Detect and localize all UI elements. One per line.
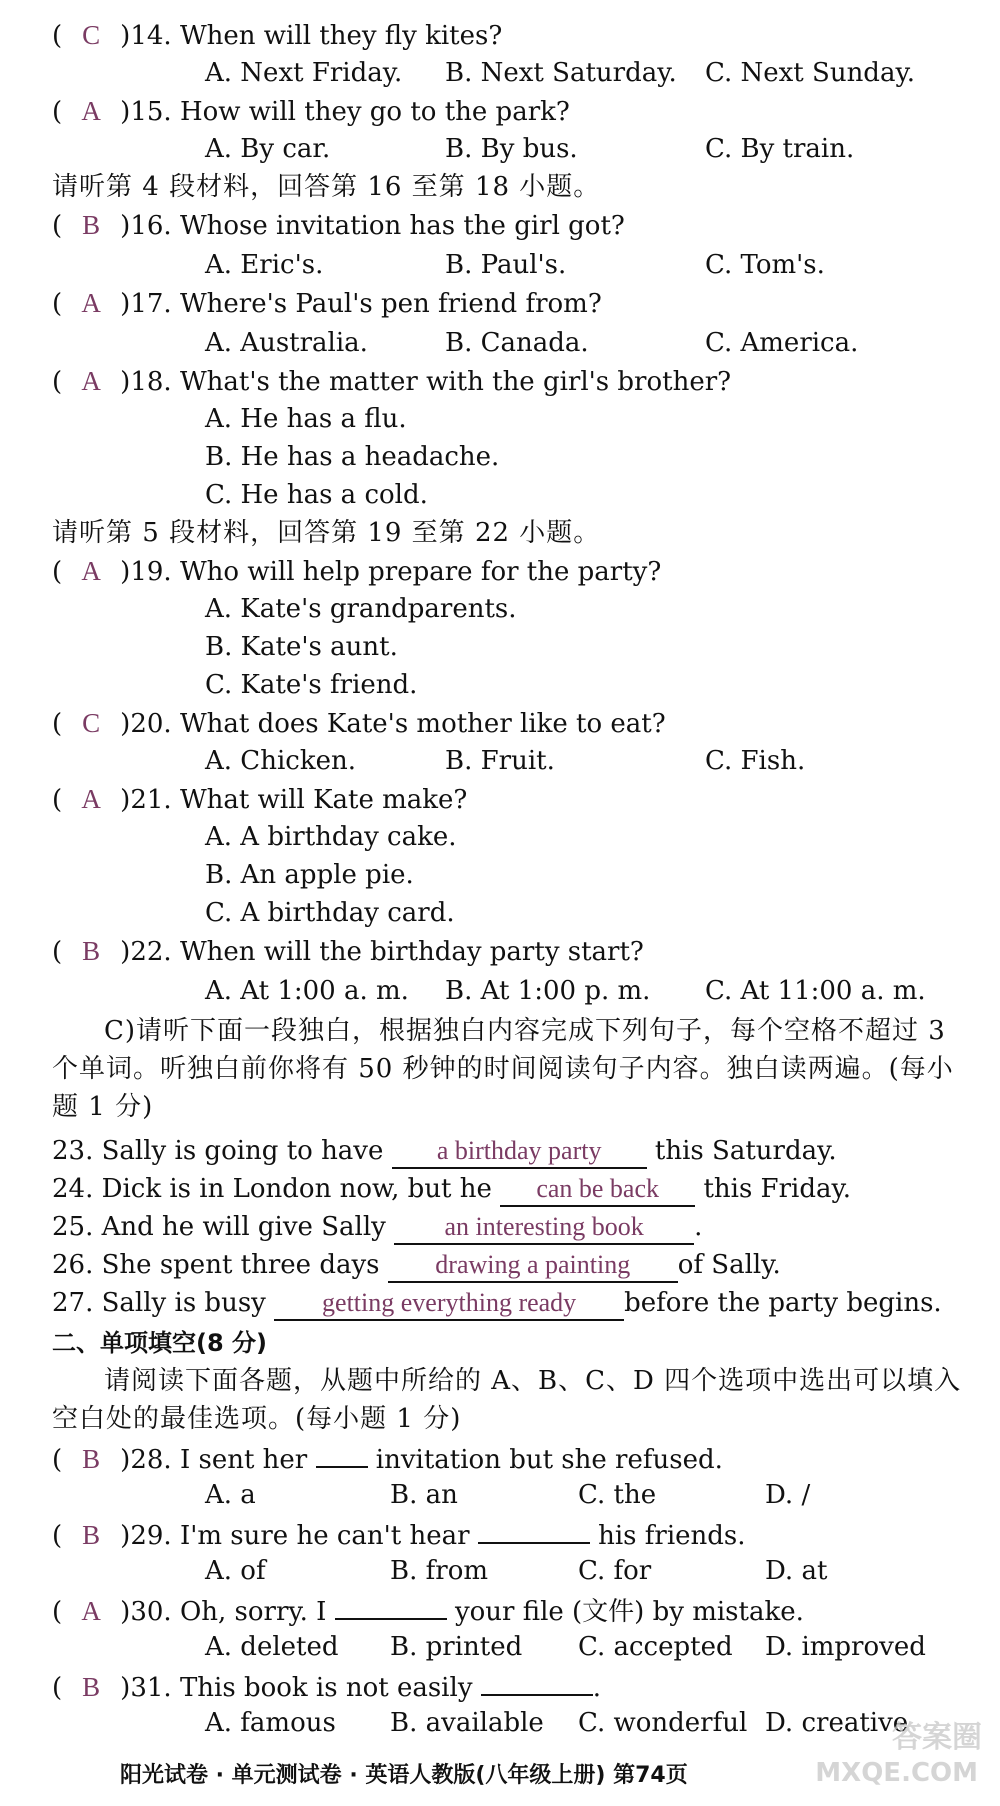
fill-27 xyxy=(52,1284,942,1322)
qnum: 20 xyxy=(130,709,164,739)
option-a: A. of xyxy=(205,1556,266,1586)
qnum: 14 xyxy=(130,21,164,51)
fill-23 xyxy=(52,1132,837,1170)
option-c: C. At 11:00 a. m. xyxy=(705,976,926,1006)
qnum: 22 xyxy=(130,937,164,967)
blank-line xyxy=(316,1438,368,1468)
answer-15: A xyxy=(81,96,101,126)
option-d: D. / xyxy=(765,1480,811,1510)
option-b: B. Canada. xyxy=(445,328,589,358)
option-d: D. creative xyxy=(765,1708,909,1738)
question-text: This book is not easily xyxy=(179,1673,473,1703)
section5-intro: 请听第 5 段材料，回答第 19 至第 22 小题。 xyxy=(52,518,601,548)
section4-intro: 请听第 4 段材料，回答第 16 至第 18 小题。 xyxy=(52,172,601,202)
qnum: 19 xyxy=(130,557,164,587)
fill-answer-26: drawing a painting xyxy=(388,1249,678,1283)
option-b: B. Paul's. xyxy=(445,250,567,280)
question-text: What's the matter with the girl's brother? xyxy=(179,367,732,397)
option-a: A. Australia. xyxy=(205,328,368,358)
question-text: When will the birthday party start? xyxy=(179,937,644,967)
answer-31: B xyxy=(82,1672,101,1702)
blank-line xyxy=(481,1666,593,1696)
watermark-url: MXQE.COM xyxy=(815,1758,978,1788)
fill-26 xyxy=(52,1246,781,1284)
qnum: 28 xyxy=(130,1445,164,1475)
option-b: B. from xyxy=(390,1556,488,1586)
options-28 xyxy=(0,1476,1000,1514)
fill-text: this Friday. xyxy=(703,1174,851,1204)
option-a: A. a xyxy=(205,1480,256,1510)
option-a: A. deleted xyxy=(205,1632,339,1662)
question-17: ( A )17. Where's Paul's pen friend from? xyxy=(52,284,602,322)
fill-24 xyxy=(52,1170,851,1208)
qnum: 21 xyxy=(130,785,164,815)
qnum: 31 xyxy=(130,1673,164,1703)
option-a: A. Chicken. xyxy=(205,746,356,776)
options-17 xyxy=(0,324,1000,362)
qnum: 17 xyxy=(130,289,164,319)
option-c: C. for xyxy=(578,1556,652,1586)
option-b: B. An apple pie. xyxy=(205,860,414,890)
option-d: D. improved xyxy=(765,1632,926,1662)
question-text: your file (文件) by mistake. xyxy=(454,1597,804,1627)
question-text: When will they fly kites? xyxy=(179,21,503,51)
question-text: I'm sure he can't hear xyxy=(179,1521,470,1551)
watermark-logo: 答案圈 xyxy=(892,1720,982,1755)
answer-28: B xyxy=(82,1444,101,1474)
option-c: C. the xyxy=(578,1480,657,1510)
option-b: B. He has a headache. xyxy=(205,442,500,472)
option-a: A. Next Friday. xyxy=(205,58,403,88)
question-21: ( A )21. What will Kate make? xyxy=(52,780,467,818)
options-30 xyxy=(0,1628,1000,1666)
question-text: Who will help prepare for the party? xyxy=(179,557,662,587)
fill-answer-24: can be back xyxy=(500,1173,695,1207)
question-text: Whose invitation has the girl got? xyxy=(179,211,625,241)
qnum: 29 xyxy=(130,1521,164,1551)
question-18: ( A )18. What's the matter with the girl's brother? xyxy=(52,362,731,400)
qnum: 16 xyxy=(130,211,164,241)
question-16: ( B )16. Whose invitation has the girl got? xyxy=(52,206,625,244)
option-c: C. Kate's friend. xyxy=(205,670,418,700)
options-22 xyxy=(0,972,1000,1010)
fill-answer-23: a birthday party xyxy=(392,1135,647,1169)
blank-line xyxy=(478,1514,590,1544)
option-c: C. America. xyxy=(705,328,859,358)
fill-text: . xyxy=(694,1212,703,1242)
option-b: B. Fruit. xyxy=(445,746,555,776)
question-31: ( B )31. This book is not easily . xyxy=(52,1666,601,1704)
option-a: A. By car. xyxy=(205,134,331,164)
question-text: Where's Paul's pen friend from? xyxy=(179,289,602,319)
fill-answer-27: getting everything ready xyxy=(274,1287,624,1321)
fill-text: 26. She spent three days xyxy=(52,1250,380,1280)
option-b: B. At 1:00 p. m. xyxy=(445,976,651,1006)
question-19: ( A )19. Who will help prepare for the party? xyxy=(52,552,661,590)
blank-line xyxy=(335,1590,447,1620)
option-b: B. Next Saturday. xyxy=(445,58,677,88)
option-a: A. At 1:00 a. m. xyxy=(205,976,409,1006)
option-b: B. available xyxy=(390,1708,544,1738)
option-b: B. By bus. xyxy=(445,134,578,164)
option-a: A. A birthday cake. xyxy=(205,822,457,852)
fill-text: 25. And he will give Sally xyxy=(52,1212,386,1242)
option-c: C. A birthday card. xyxy=(205,898,455,928)
question-29: ( B )29. I'm sure he can't hear his friends. xyxy=(52,1514,746,1552)
question-15: ( A )15. How will they go to the park? xyxy=(52,92,570,130)
question-28: ( B )28. I sent her invitation but she refused. xyxy=(52,1438,723,1476)
option-b: B. Kate's aunt. xyxy=(205,632,398,662)
fill-text: before the party begins. xyxy=(624,1288,942,1318)
option-c: C. Tom's. xyxy=(705,250,825,280)
answer-30: A xyxy=(81,1596,101,1626)
options-29 xyxy=(0,1552,1000,1590)
qnum: 30 xyxy=(130,1597,164,1627)
option-a: A. famous xyxy=(205,1708,336,1738)
option-c: C. wonderful xyxy=(578,1708,748,1738)
fill-answer-25: an interesting book xyxy=(394,1211,694,1245)
question-text: I sent her xyxy=(179,1445,308,1475)
question-text: What will Kate make? xyxy=(179,785,468,815)
answer-21: A xyxy=(81,784,101,814)
option-c: C. By train. xyxy=(705,134,855,164)
answer-14: C xyxy=(82,20,101,50)
question-text: . xyxy=(592,1673,602,1703)
options-15 xyxy=(0,130,1000,168)
page-footer: 阳光试卷 · 单元测试卷 · 英语人教版(八年级上册) 第74页 xyxy=(120,1763,688,1788)
fill-text: of Sally. xyxy=(677,1250,781,1280)
fill-text: 23. Sally is going to have xyxy=(52,1136,384,1166)
option-a: A. Kate's grandparents. xyxy=(205,594,517,624)
option-c: C. accepted xyxy=(578,1632,733,1662)
question-22: ( B )22. When will the birthday party start? xyxy=(52,932,644,970)
fill-text: 27. Sally is busy xyxy=(52,1288,266,1318)
options-31 xyxy=(0,1704,1000,1742)
fill-25 xyxy=(52,1208,702,1246)
section2-title: 二、单项填空(8 分) xyxy=(52,1329,267,1357)
option-b: B. printed xyxy=(390,1632,523,1662)
answer-19: A xyxy=(81,556,101,586)
question-text: How will they go to the park? xyxy=(179,97,570,127)
options-16 xyxy=(0,246,1000,284)
fill-text: 24. Dick is in London now, but he xyxy=(52,1174,492,1204)
section2-instructions: 请阅读下面各题，从题中所给的 A、B、C、D 四个选项中选出可以填入空白处的最佳选项。(每小题 1 分) xyxy=(52,1366,962,1434)
question-14: ( C )14. When will they fly kites? xyxy=(52,16,502,54)
question-text: Oh, sorry. I xyxy=(179,1597,327,1627)
options-14 xyxy=(0,54,1000,92)
answer-17: A xyxy=(81,288,101,318)
answer-18: A xyxy=(81,366,101,396)
option-d: D. at xyxy=(765,1556,828,1586)
question-text: his friends. xyxy=(598,1521,746,1551)
answer-29: B xyxy=(82,1520,101,1550)
option-b: B. an xyxy=(390,1480,458,1510)
options-20 xyxy=(0,742,1000,780)
option-a: A. Eric's. xyxy=(205,250,324,280)
option-a: A. He has a flu. xyxy=(205,404,407,434)
answer-16: B xyxy=(82,210,101,240)
question-20: ( C )20. What does Kate's mother like to eat? xyxy=(52,704,666,742)
fill-text: this Saturday. xyxy=(654,1136,837,1166)
option-c: C. He has a cold. xyxy=(205,480,428,510)
option-c: C. Next Sunday. xyxy=(705,58,915,88)
question-text: What does Kate's mother like to eat? xyxy=(179,709,666,739)
question-text: invitation but she refused. xyxy=(375,1445,723,1475)
answer-22: B xyxy=(82,936,101,966)
part-c-instructions: C)请听下面一段独白，根据独白内容完成下列句子，每个空格不超过 3 个单词。听独白前你将有 50 秒钟的时间阅读句子内容。独白读两遍。(每小题 1 分) xyxy=(52,1016,954,1122)
qnum: 18 xyxy=(130,367,164,397)
question-30: ( A )30. Oh, sorry. I your file (文件) by mistake. xyxy=(52,1590,804,1628)
option-c: C. Fish. xyxy=(705,746,806,776)
answer-20: C xyxy=(82,708,101,738)
qnum: 15 xyxy=(130,97,164,127)
